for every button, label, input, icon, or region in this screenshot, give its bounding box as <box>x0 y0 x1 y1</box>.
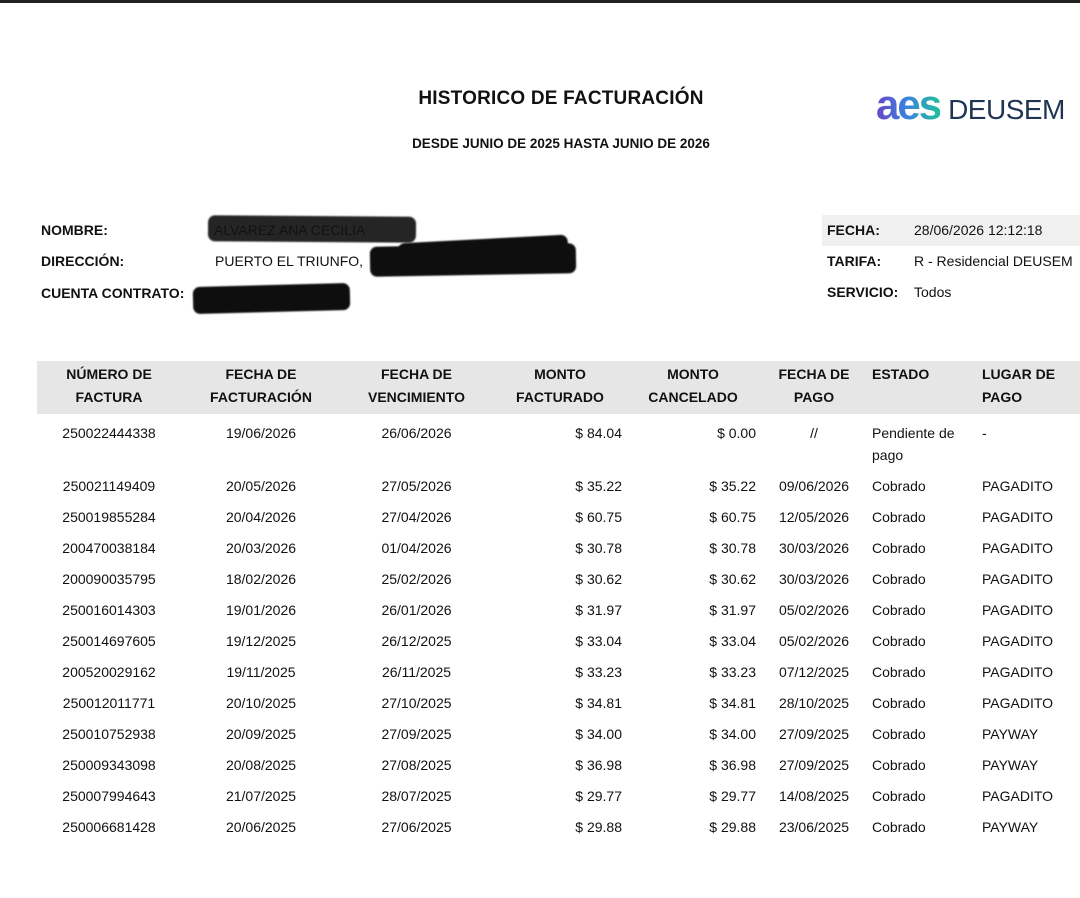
cell-monto-cancelado: $ 33.23 <box>709 664 756 680</box>
cell-estado: Cobrado <box>872 819 926 835</box>
cell-monto-cancelado: $ 30.62 <box>709 571 756 587</box>
col-header-facturado: MONTO FACTURADO <box>516 366 604 405</box>
cell-lugar-pago: PAYWAY <box>982 757 1039 773</box>
cell-fecha-facturacion: 20/04/2026 <box>225 509 297 525</box>
cell-monto-cancelado: $ 29.77 <box>709 788 756 804</box>
cell-monto-facturado: $ 33.23 <box>575 664 622 680</box>
cell-factura: 250016014303 <box>62 602 156 618</box>
col-header-cancelado: MONTO CANCELADO <box>648 366 738 405</box>
cell-fecha-vencimiento: 27/09/2025 <box>381 726 452 742</box>
cell-fecha-vencimiento: 27/05/2026 <box>381 478 452 494</box>
col-header-vencimiento: FECHA DE VENCIMIENTO <box>368 366 465 405</box>
table-body <box>0 418 1080 843</box>
cell-monto-cancelado: $ 35.22 <box>709 478 756 494</box>
cell-fecha-vencimiento: 27/08/2025 <box>381 757 452 773</box>
cell-fecha-vencimiento: 27/10/2025 <box>381 695 452 711</box>
cell-fecha-pago: 30/03/2026 <box>778 571 850 587</box>
cell-factura: 250019855284 <box>62 509 156 525</box>
table-row <box>0 471 1080 502</box>
cell-fecha-facturacion: 20/03/2026 <box>225 540 297 556</box>
cell-fecha-vencimiento: 28/07/2025 <box>381 788 452 804</box>
cell-factura: 250014697605 <box>62 633 156 649</box>
cell-monto-facturado: $ 35.22 <box>575 478 622 494</box>
cell-monto-facturado: $ 34.81 <box>575 695 622 711</box>
cell-monto-cancelado: $ 0.00 <box>717 425 756 441</box>
cell-fecha-facturacion: 19/11/2025 <box>226 664 296 680</box>
cell-factura: 250006681428 <box>62 819 156 835</box>
cell-monto-facturado: $ 31.97 <box>575 602 622 618</box>
cell-fecha-vencimiento: 26/01/2026 <box>381 602 452 618</box>
servicio-label: SERVICIO: <box>827 284 899 300</box>
cell-factura: 250009343098 <box>62 757 156 773</box>
cell-fecha-pago: 27/09/2025 <box>778 757 850 773</box>
cell-estado: Cobrado <box>872 540 926 556</box>
tarifa-value: R - Residencial DEUSEM <box>914 253 1073 269</box>
col-header-lugar-pago: LUGAR DE PAGO <box>982 366 1056 405</box>
table-row <box>0 533 1080 564</box>
cell-fecha-pago: 07/12/2025 <box>778 664 850 680</box>
cell-fecha-facturacion: 19/06/2026 <box>225 425 297 441</box>
cell-lugar-pago: - <box>982 425 987 441</box>
table-row <box>0 626 1080 657</box>
cell-factura: 250021149409 <box>62 478 156 494</box>
table-row <box>0 688 1080 719</box>
table-row <box>0 595 1080 626</box>
cell-fecha-facturacion: 19/01/2026 <box>225 602 297 618</box>
cell-lugar-pago: PAGADITO <box>982 540 1054 556</box>
logo-wordmark: DEUSEM <box>948 94 1065 125</box>
cell-monto-cancelado: $ 30.78 <box>709 540 756 556</box>
cell-estado: Cobrado <box>872 757 926 773</box>
cell-monto-facturado: $ 29.77 <box>575 788 622 804</box>
cell-monto-facturado: $ 36.98 <box>575 757 622 773</box>
cell-monto-cancelado: $ 36.98 <box>709 757 756 773</box>
cell-factura: 250007994643 <box>62 788 156 804</box>
cell-estado: Cobrado <box>872 602 926 618</box>
cell-fecha-vencimiento: 26/12/2025 <box>381 633 452 649</box>
cell-fecha-pago: 05/02/2026 <box>778 602 850 618</box>
cell-fecha-facturacion: 20/06/2025 <box>225 819 297 835</box>
document-title: HISTORICO DE FACTURACIÓN <box>418 88 704 109</box>
cell-monto-cancelado: $ 60.75 <box>709 509 756 525</box>
redaction-account <box>193 283 351 314</box>
cell-estado: Cobrado <box>872 695 926 711</box>
cell-monto-cancelado: $ 31.97 <box>709 602 756 618</box>
cell-fecha-vencimiento: 25/02/2026 <box>381 571 452 587</box>
cell-fecha-pago: // <box>810 425 818 441</box>
address-label: DIRECCIÓN: <box>41 253 125 269</box>
servicio-value: Todos <box>914 284 952 300</box>
cell-monto-cancelado: $ 29.88 <box>709 819 756 835</box>
cell-lugar-pago: PAGADITO <box>982 633 1054 649</box>
col-header-factura: NÚMERO DE FACTURA <box>66 366 152 405</box>
address-value: PUERTO EL TRIUNFO, <box>215 253 364 269</box>
cell-lugar-pago: PAGADITO <box>982 602 1054 618</box>
redaction-name <box>208 215 416 242</box>
cell-lugar-pago: PAGADITO <box>982 788 1054 804</box>
cell-estado: Cobrado <box>872 664 926 680</box>
fecha-label: FECHA: <box>827 222 880 238</box>
table-row <box>0 812 1080 843</box>
cell-fecha-pago: 30/03/2026 <box>778 540 850 556</box>
cell-lugar-pago: PAGADITO <box>982 509 1054 525</box>
cell-lugar-pago: PAYWAY <box>982 726 1039 742</box>
cell-fecha-pago: 23/06/2025 <box>778 819 850 835</box>
cell-monto-facturado: $ 34.00 <box>575 726 622 742</box>
col-header-estado: ESTADO <box>872 366 930 382</box>
cell-estado: Cobrado <box>872 726 926 742</box>
cell-fecha-pago: 14/08/2025 <box>778 788 850 804</box>
col-header-fecha-pago: FECHA DE PAGO <box>778 366 850 405</box>
col-header-facturacion: FECHA DE FACTURACIÓN <box>210 366 312 405</box>
cell-lugar-pago: PAGADITO <box>982 664 1054 680</box>
cell-fecha-pago: 27/09/2025 <box>778 726 850 742</box>
cell-monto-cancelado: $ 34.81 <box>709 695 756 711</box>
table-row <box>0 418 1080 471</box>
cell-estado: Cobrado <box>872 788 926 804</box>
cell-fecha-facturacion: 20/08/2025 <box>225 757 297 773</box>
cell-fecha-vencimiento: 26/11/2025 <box>381 664 452 680</box>
cell-factura: 250012011771 <box>62 695 156 711</box>
cell-factura: 200520029162 <box>62 664 156 680</box>
top-border <box>0 0 1080 3</box>
cell-monto-facturado: $ 30.62 <box>575 571 622 587</box>
cell-fecha-vencimiento: 01/04/2026 <box>381 540 452 556</box>
cell-lugar-pago: PAGADITO <box>982 695 1054 711</box>
cell-fecha-facturacion: 21/07/2025 <box>225 788 297 804</box>
cell-fecha-facturacion: 20/05/2026 <box>225 478 297 494</box>
cell-estado: Cobrado <box>872 478 926 494</box>
cell-fecha-pago: 12/05/2026 <box>778 509 850 525</box>
cell-factura: 200470038184 <box>62 540 156 556</box>
company-logo <box>876 82 1065 126</box>
fecha-value: 28/06/2026 12:12:18 <box>914 222 1043 238</box>
cell-monto-cancelado: $ 33.04 <box>709 633 756 649</box>
cell-monto-facturado: $ 30.78 <box>575 540 622 556</box>
cell-estado: Pendiente de pago <box>872 425 955 463</box>
cell-fecha-pago: 05/02/2026 <box>778 633 850 649</box>
cell-factura: 200090035795 <box>62 571 156 587</box>
cell-fecha-facturacion: 19/12/2025 <box>225 633 297 649</box>
cell-lugar-pago: PAGADITO <box>982 478 1054 494</box>
cell-fecha-facturacion: 20/09/2025 <box>225 726 297 742</box>
cell-monto-facturado: $ 60.75 <box>575 509 622 525</box>
account-label: CUENTA CONTRATO: <box>41 285 185 301</box>
cell-lugar-pago: PAGADITO <box>982 571 1054 587</box>
cell-estado: Cobrado <box>872 633 926 649</box>
cell-monto-cancelado: $ 34.00 <box>709 726 756 742</box>
cell-fecha-pago: 09/06/2026 <box>778 478 850 494</box>
table-row <box>0 657 1080 688</box>
cell-monto-facturado: $ 29.88 <box>575 819 622 835</box>
cell-fecha-facturacion: 20/10/2025 <box>225 695 297 711</box>
cell-factura: 250010752938 <box>62 726 156 742</box>
cell-fecha-facturacion: 18/02/2026 <box>225 571 297 587</box>
cell-monto-facturado: $ 84.04 <box>575 425 622 441</box>
cell-estado: Cobrado <box>872 509 926 525</box>
table-row <box>0 719 1080 750</box>
name-label: NOMBRE: <box>41 222 108 238</box>
cell-factura: 250022444338 <box>62 425 156 441</box>
aes-logo-mark: aes <box>876 81 941 128</box>
cell-fecha-pago: 28/10/2025 <box>778 695 850 711</box>
table-row <box>0 750 1080 781</box>
table-row <box>0 781 1080 812</box>
table-row <box>0 564 1080 595</box>
cell-monto-facturado: $ 33.04 <box>575 633 622 649</box>
cell-lugar-pago: PAYWAY <box>982 819 1039 835</box>
cell-fecha-vencimiento: 27/04/2026 <box>381 509 452 525</box>
cell-estado: Cobrado <box>872 571 926 587</box>
tarifa-label: TARIFA: <box>827 253 882 269</box>
cell-fecha-vencimiento: 26/06/2026 <box>381 425 452 441</box>
table-row <box>0 502 1080 533</box>
date-range-subtitle: DESDE JUNIO DE 2025 HASTA JUNIO DE 2026 <box>412 136 710 151</box>
cell-fecha-vencimiento: 27/06/2025 <box>381 819 452 835</box>
